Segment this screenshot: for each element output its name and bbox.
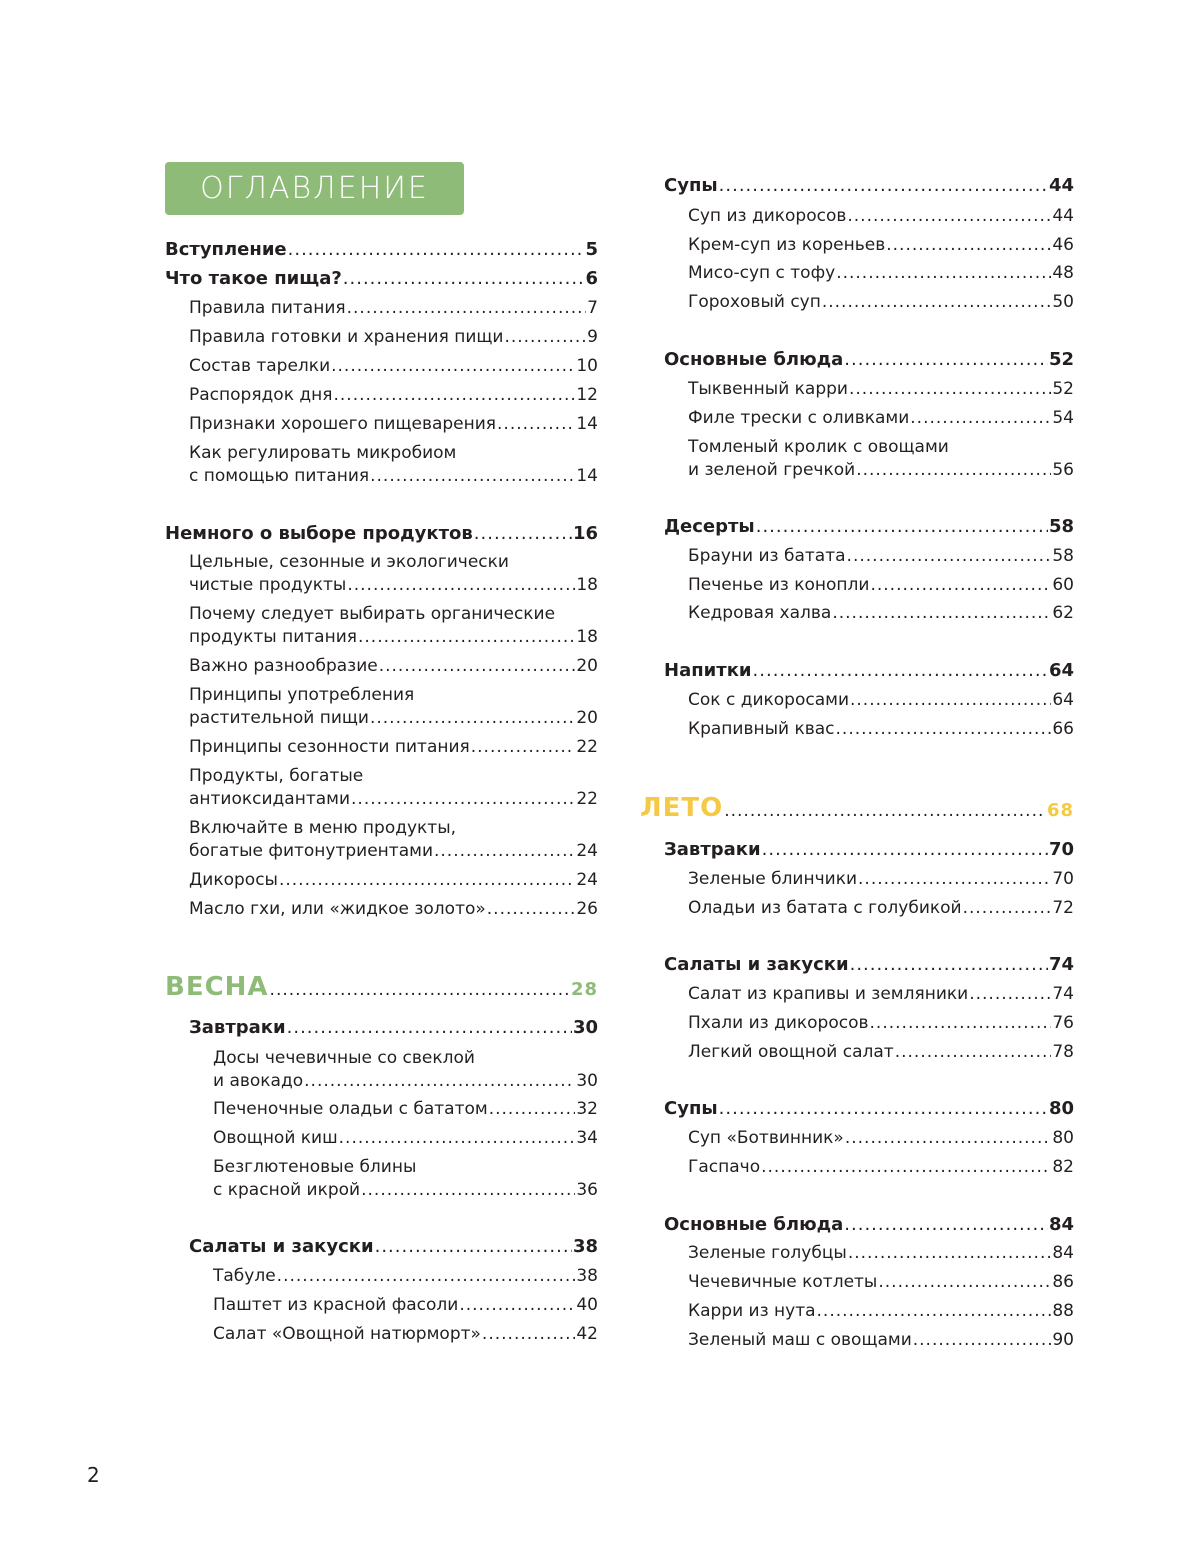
entry-page: 74 [1048,954,1074,975]
entry-title: Напитки [664,660,752,681]
entry-page: 24 [576,841,598,861]
toc-entry [189,788,598,811]
dot-leader [836,718,1052,741]
dot-leader [963,897,1052,920]
entry-title: Крем-суп из кореньев [688,235,886,255]
dot-leader [761,1156,1051,1179]
entry-page: 32 [576,1099,598,1119]
toc-entry [688,205,1074,228]
entry-title: Чечевичные котлеты [688,1272,878,1292]
toc-entry [688,1012,1074,1035]
toc-entry [213,1098,598,1121]
entry-page: 10 [576,356,598,376]
entry-page: 82 [1052,1157,1074,1177]
entry-page: 20 [576,708,598,728]
entry-title: Завтраки [189,1017,286,1038]
toc-entry [688,1242,1074,1265]
chapter-entry [189,1235,598,1258]
dot-leader [850,689,1051,712]
toc-entry [189,465,598,488]
entry-page: 38 [572,1236,598,1257]
entry-title: Кедровая халва [688,603,832,623]
toc-entry [213,1265,598,1288]
entry-page: 44 [1048,175,1074,196]
toc-entry [688,262,1074,285]
entry-page: 48 [1052,263,1074,283]
entry-title: Филе трески с оливками [688,408,910,428]
toc-entry [688,689,1074,712]
entry-page: 60 [1052,575,1074,595]
entry-page: 5 [585,239,598,260]
dot-leader [304,1070,575,1093]
entry-page: 72 [1052,898,1074,918]
dot-leader [434,840,575,863]
entry-page: 58 [1052,546,1074,566]
dot-leader [504,326,586,349]
entry-title: Основные блюда [664,349,844,370]
entry-title: Гаспачо [688,1157,761,1177]
entry-title: продукты питания [189,627,357,647]
entry-title: Салаты и закуски [189,1236,374,1257]
toc-entry [213,1179,598,1202]
toc-entry [189,840,598,863]
dot-leader [753,659,1048,682]
entry-title: Вступление [165,239,287,260]
entry-page: 12 [576,385,598,405]
dot-leader [347,297,587,320]
toc-entry [688,545,1074,568]
entry-title: Зеленые голубцы [688,1243,847,1263]
entry-page: 38 [576,1266,598,1286]
toc-entry [688,718,1074,741]
entry-page: 74 [1052,984,1074,1004]
toc-entry [213,1323,598,1346]
entry-title: Салат «Овощной натюрморт» [213,1324,481,1344]
chapter-entry [664,174,1074,197]
entry-page: 50 [1052,292,1074,312]
entry-title: растительной пищи [189,708,369,728]
dot-leader [844,348,1048,371]
dot-leader [878,1271,1051,1294]
toc-entry [688,983,1074,1006]
entry-page: 90 [1052,1330,1074,1350]
dot-leader [910,407,1051,430]
entry-title: Легкий овощной салат [688,1042,894,1062]
dot-leader [361,1179,575,1202]
toc-entry-line: Досы чечевичные со свеклой [213,1048,475,1068]
toc-entry [688,1300,1074,1323]
toc-entry [213,1127,598,1150]
entry-page: 30 [572,1017,598,1038]
dot-leader [832,602,1051,625]
toc-entry [688,1041,1074,1064]
entry-title: Распорядок дня [189,385,333,405]
dot-leader [370,707,575,730]
entry-title: Карри из нута [688,1301,816,1321]
entry-page: 84 [1052,1243,1074,1263]
entry-page: 62 [1052,603,1074,623]
entry-page: 30 [576,1071,598,1091]
entry-page: 6 [585,268,598,289]
entry-page: 52 [1052,379,1074,399]
entry-page: 86 [1052,1272,1074,1292]
entry-title: Печенье из конопли [688,575,870,595]
chapter-entry [664,515,1074,538]
entry-page: 78 [1052,1042,1074,1062]
toc-entry [688,574,1074,597]
entry-page: 68 [1046,800,1074,821]
dot-leader [886,234,1051,257]
entry-title: Печеночные оладьи с бататом [213,1099,488,1119]
entry-page: 64 [1048,660,1074,681]
dot-leader [845,1127,1052,1150]
entry-title: и авокадо [213,1071,304,1091]
entry-page: 16 [572,523,598,544]
page-number: 2 [87,1463,100,1487]
entry-title: Принципы сезонности питания [189,737,470,757]
dot-leader [331,355,575,378]
dot-leader [474,522,572,545]
dot-leader [856,459,1051,482]
entry-title: Паштет из красной фасоли [213,1295,459,1315]
toc-entry [688,868,1074,891]
entry-title: Состав тарелки [189,356,331,376]
dot-leader [719,1097,1048,1120]
toc-entry [213,1070,598,1093]
entry-title: Салаты и закуски [664,954,849,975]
entry-title: Суп «Ботвинник» [688,1128,844,1148]
dot-leader [375,1235,572,1258]
entry-title: Суп из дикоросов [688,206,847,226]
dot-leader [762,838,1048,861]
entry-title: Дикоросы [189,870,278,890]
toc-entry [688,234,1074,257]
toc-entry [688,602,1074,625]
toc-entry-line: Томленый кролик с овощами [688,437,949,457]
entry-title: Масло гхи, или «жидкое золото» [189,899,486,919]
chapter-entry [664,838,1074,861]
dot-leader [370,465,575,488]
toc-entry [688,378,1074,401]
dot-leader [482,1323,575,1346]
section-heading [165,972,598,1002]
entry-title: Оладьи из батата с голубикой [688,898,962,918]
entry-title: Правила питания [189,298,346,318]
entry-title: чистые продукты [189,575,347,595]
toc-entry [189,297,598,320]
entry-title: и зеленой гречкой [688,460,856,480]
entry-title: Десерты [664,516,755,537]
entry-title: Основные блюда [664,1214,844,1235]
entry-page: 70 [1052,869,1074,889]
toc-entry-line: Цельные, сезонные и экологически [189,552,509,572]
entry-page: 58 [1048,516,1074,537]
toc-entry [189,736,598,759]
entry-page: 64 [1052,690,1074,710]
entry-title: с помощью питания [189,466,370,486]
chapter-entry [165,267,598,290]
entry-page: 36 [576,1180,598,1200]
chapter-entry [189,1016,598,1039]
dot-leader [847,205,1051,228]
entry-page: 52 [1048,349,1074,370]
dot-leader [287,1016,572,1039]
toc-entry [688,291,1074,314]
entry-page: 42 [576,1324,598,1344]
entry-title: Зеленые блинчики [688,869,858,889]
toc-entry [189,869,598,892]
dot-leader [471,736,576,759]
entry-title: ВЕСНА [165,972,269,1002]
dot-leader [858,868,1051,891]
entry-title: Тыквенный карри [688,379,848,399]
toc-entry [189,574,598,597]
toc-entry [189,655,598,678]
entry-title: антиоксидантами [189,789,351,809]
toc-entry-line: Принципы употребления [189,685,415,705]
entry-page: 46 [1052,235,1074,255]
entry-page: 7 [587,298,598,318]
dot-leader [379,655,576,678]
entry-page: 18 [576,627,598,647]
dot-leader [848,1242,1052,1265]
dot-leader [279,869,575,892]
dot-leader [339,1127,576,1150]
entry-title: богатые фитонутриентами [189,841,433,861]
dot-leader [870,1012,1052,1035]
dot-leader [343,267,585,290]
entry-title: Признаки хорошего пищеварения [189,414,497,434]
chapter-entry [664,953,1074,976]
dot-leader [270,979,570,1002]
entry-title: Пхали из дикоросов [688,1013,869,1033]
dot-leader [724,800,1046,823]
entry-page: 28 [570,979,598,1000]
dot-leader [487,898,576,921]
dot-leader [913,1329,1052,1352]
dot-leader [895,1041,1052,1064]
chapter-entry [664,659,1074,682]
entry-title: Важно разнообразие [189,656,378,676]
entry-title: Зеленый маш с овощами [688,1330,912,1350]
entry-title: Салат из крапивы и земляники [688,984,969,1004]
dot-leader [288,238,585,261]
dot-leader [756,515,1048,538]
entry-title: Крапивный квас [688,719,835,739]
entry-title: Правила готовки и хранения пищи [189,327,504,347]
entry-page: 9 [587,327,598,347]
dot-leader [969,983,1051,1006]
dot-leader [333,384,575,407]
toc-entry [189,898,598,921]
entry-page: 54 [1052,408,1074,428]
dot-leader [844,1213,1048,1236]
toc-entry-line: Как регулировать микробиом [189,443,457,463]
dot-leader [847,545,1052,568]
entry-page: 66 [1052,719,1074,739]
entry-page: 80 [1052,1128,1074,1148]
dot-leader [870,574,1051,597]
toc-entry [189,326,598,349]
entry-title: Мисо-суп с тофу [688,263,836,283]
entry-title: Что такое пища? [165,268,342,289]
toc-entry [688,897,1074,920]
dot-leader [489,1098,576,1121]
entry-page: 24 [576,870,598,890]
entry-page: 14 [576,466,598,486]
toc-entry-line: Продукты, богатые [189,766,364,786]
entry-title: Сок с дикоросами [688,690,849,710]
dot-leader [497,413,575,436]
section-heading [640,793,1074,823]
toc-entry [688,1127,1074,1150]
entry-page: 70 [1048,839,1074,860]
toc-entry [189,626,598,649]
entry-title: Супы [664,175,718,196]
entry-page: 88 [1052,1301,1074,1321]
toc-entry-line: Почему следует выбирать органические [189,604,556,624]
toc-entry [189,413,598,436]
chapter-entry [664,1213,1074,1236]
toc-entry [688,1271,1074,1294]
toc-title: ОГЛАВЛЕНИЕ [165,162,464,215]
entry-title: с красной икрой [213,1180,361,1200]
entry-page: 22 [576,737,598,757]
dot-leader [459,1294,575,1317]
toc-entry [688,407,1074,430]
dot-leader [358,626,575,649]
entry-title: Завтраки [664,839,761,860]
toc-entry [189,355,598,378]
entry-page: 44 [1052,206,1074,226]
entry-page: 22 [576,789,598,809]
entry-page: 18 [576,575,598,595]
toc-entry [213,1294,598,1317]
chapter-entry [165,238,598,261]
toc-entry-line: Включайте в меню продукты, [189,818,457,838]
entry-title: Табуле [213,1266,276,1286]
entry-page: 20 [576,656,598,676]
entry-title: ЛЕТО [640,793,724,823]
entry-page: 56 [1052,460,1074,480]
dot-leader [836,262,1051,285]
entry-page: 26 [576,899,598,919]
entry-title: Брауни из батата [688,546,846,566]
toc-entry [688,459,1074,482]
entry-page: 76 [1052,1013,1074,1033]
entry-title: Гороховый суп [688,292,821,312]
entry-page: 14 [576,414,598,434]
dot-leader [822,291,1052,314]
entry-page: 80 [1048,1098,1074,1119]
toc-entry [189,384,598,407]
dot-leader [850,953,1048,976]
entry-title: Немного о выборе продуктов [165,523,473,544]
toc-entry [688,1156,1074,1179]
dot-leader [817,1300,1052,1323]
entry-page: 34 [576,1128,598,1148]
chapter-entry [664,348,1074,371]
dot-leader [347,574,575,597]
toc-entry [189,707,598,730]
entry-page: 84 [1048,1214,1074,1235]
entry-title: Супы [664,1098,718,1119]
toc-entry [688,1329,1074,1352]
toc-entry-line: Безглютеновые блины [213,1157,417,1177]
chapter-entry [165,522,598,545]
entry-title: Овощной киш [213,1128,338,1148]
dot-leader [351,788,575,811]
dot-leader [849,378,1051,401]
dot-leader [277,1265,576,1288]
chapter-entry [664,1097,1074,1120]
dot-leader [719,174,1048,197]
entry-page: 40 [576,1295,598,1315]
